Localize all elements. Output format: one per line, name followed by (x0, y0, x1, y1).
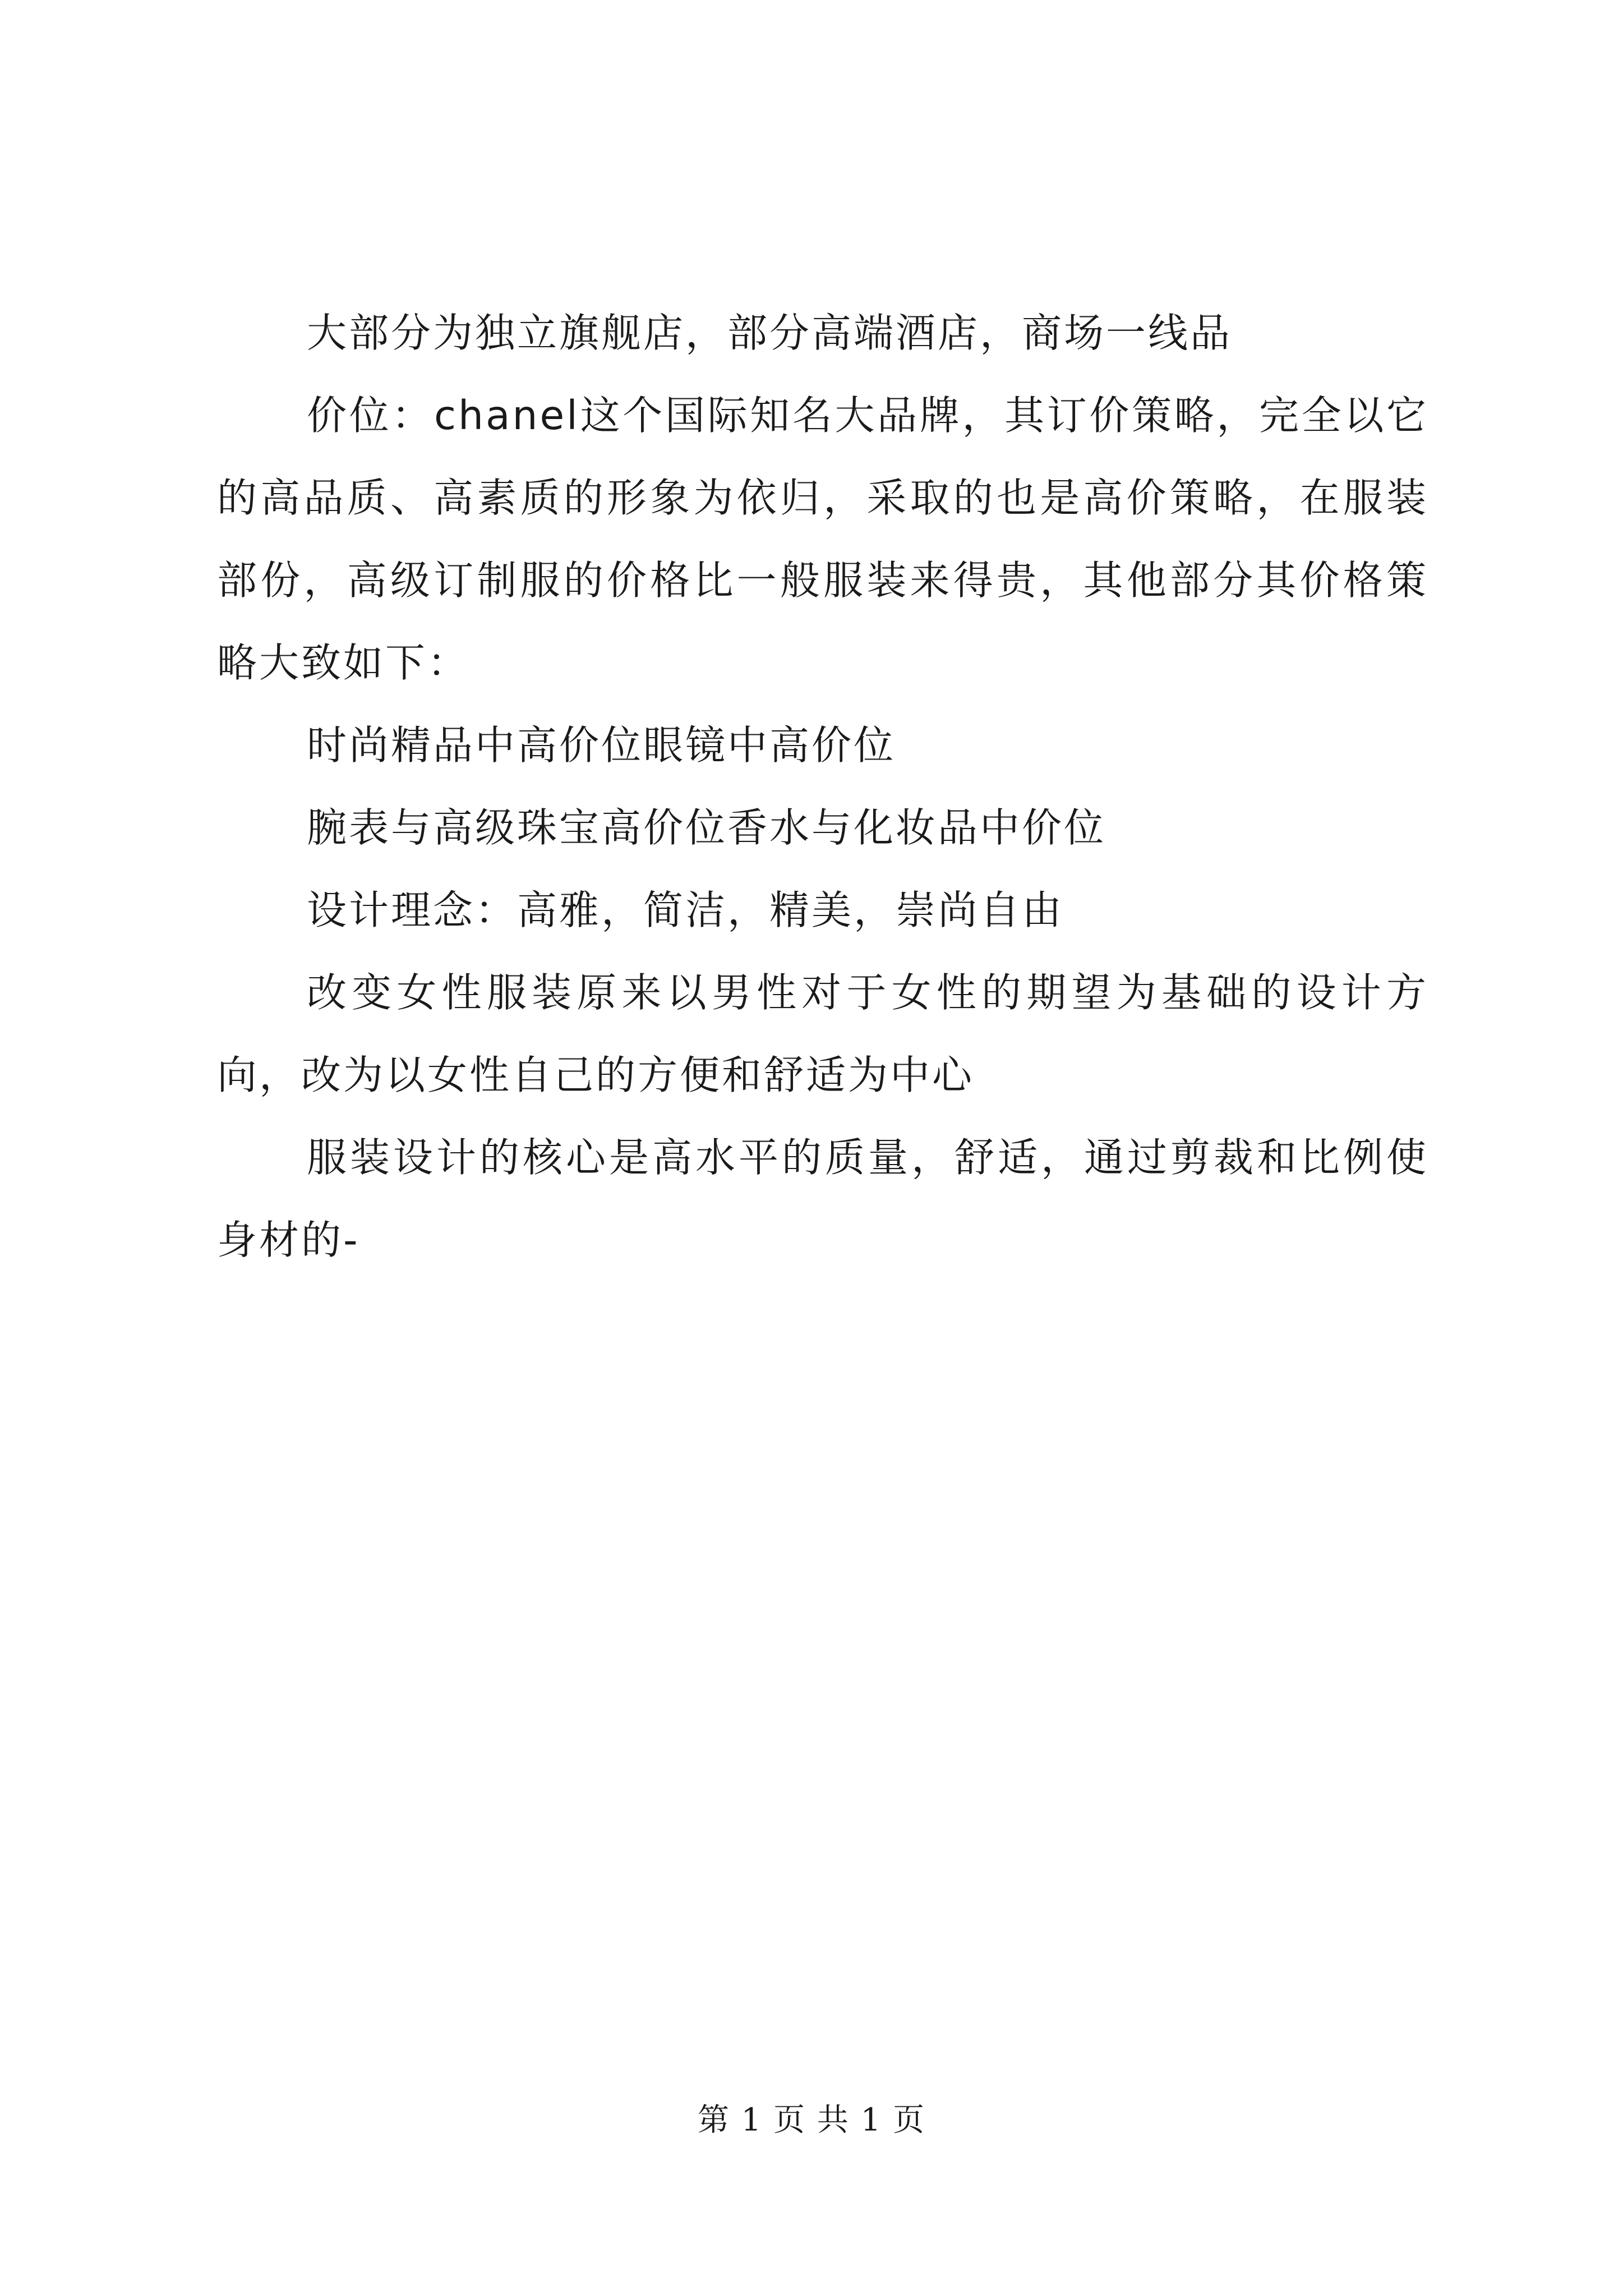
paragraph-store-channels: 大部分为独立旗舰店，部分高端酒店，商场一线品 (307, 310, 1233, 356)
paragraph-design-core: 服装设计的核心是高水平的质量，舒适，通过剪裁和比例使身材的- (217, 1134, 1428, 1263)
paragraph-watches-fragrance: 腕表与高级珠宝高价位香水与化妆品中价位 (307, 804, 1106, 851)
page-number-footer: 第 1 页 共 1 页 (697, 2102, 926, 2138)
document-body (217, 292, 1428, 1281)
paragraph-pricing: 价位：chanel这个国际知名大品牌，其订价策略，完全以它的高品质、高素质的形象为依归，采取的也是高价策略，在服装部份，高级订制服的价格比一般服装来得贵，其他部分其价格策略大致如下： (217, 392, 1428, 686)
paragraph-fashion-eyewear: 时尚精品中高价位眼镜中高价位 (307, 722, 896, 769)
paragraph-design-concept: 设计理念：高雅，简洁，精美，崇尚自由 (307, 887, 1064, 933)
paragraph-design-direction: 改变女性服装原来以男性对于女性的期望为基础的设计方向，改为以女性自己的方便和舒适为中心 (217, 969, 1428, 1098)
